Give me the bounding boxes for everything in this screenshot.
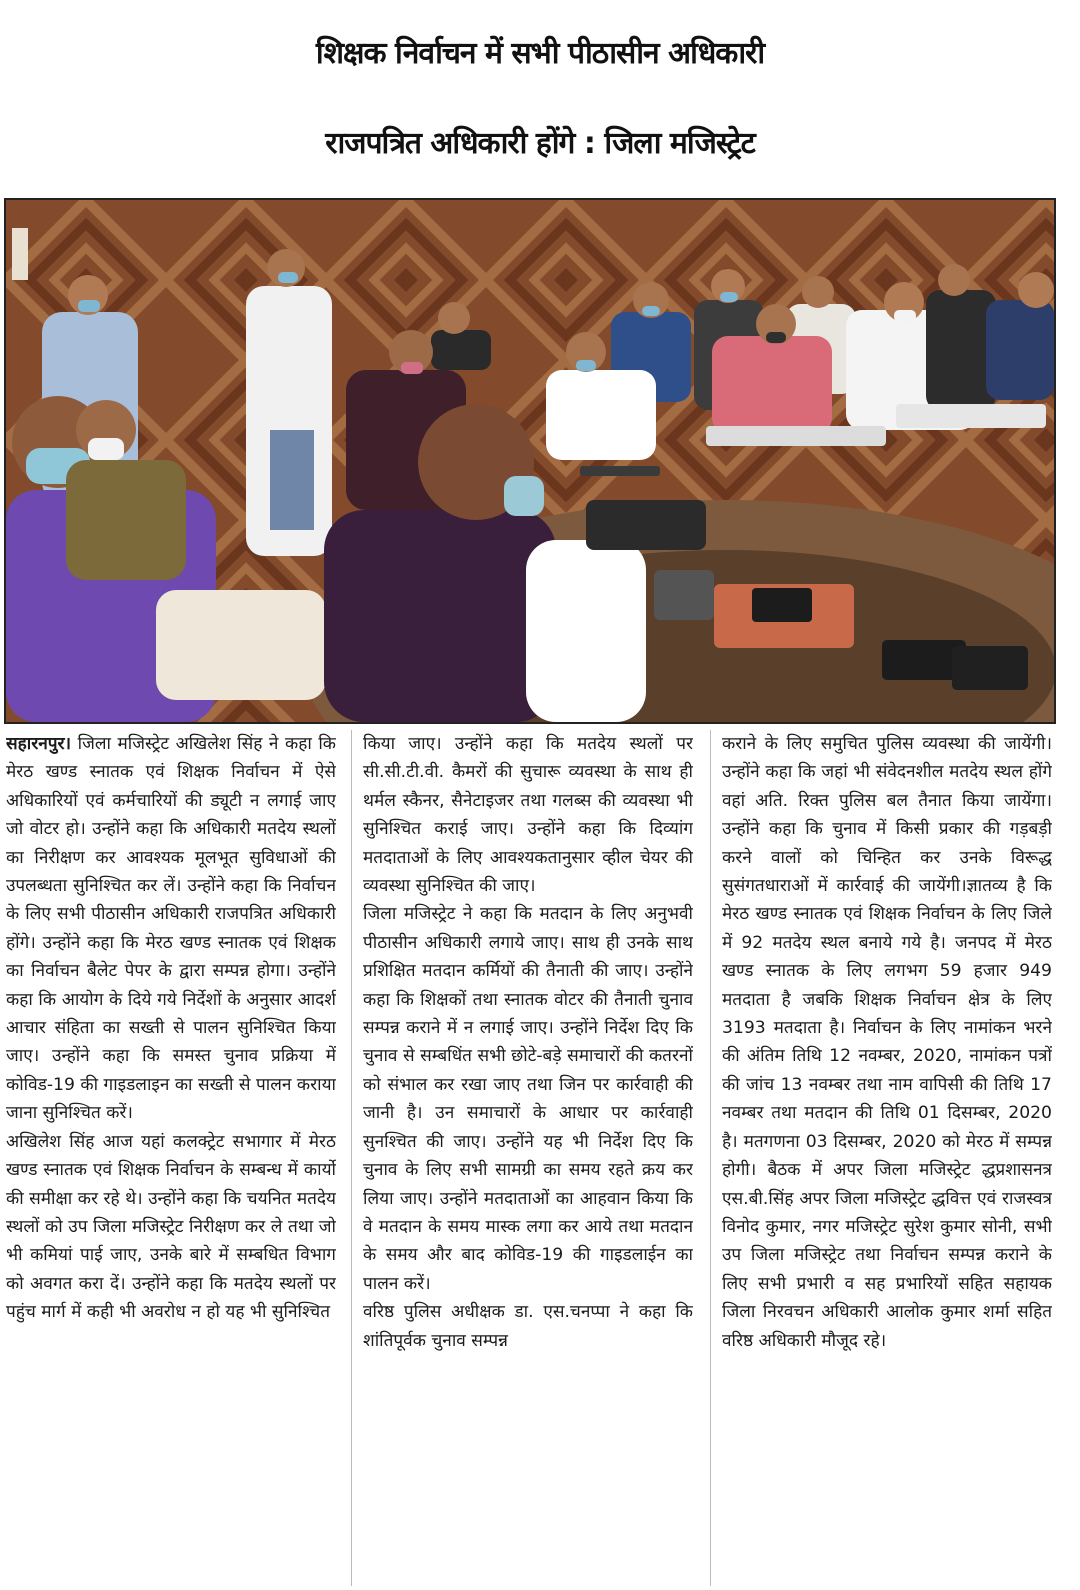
dateline: सहारनपुर। (6, 734, 72, 754)
article-column-3 (722, 730, 1052, 1586)
article-paragraph: अखिलेश सिंह आज यहां कलक्ट्रेट सभागार में मेरठ खण्ड स्नातक एवं शिक्षक निर्वाचन के सम्बन्ध में कार्यो की समीक्षा कर रहे थे। उन्होंने कहा कि चयनित मतदेय स्थलों को उप जिला मजिस्ट्रेट निरीक्षण कर ले तथा जो भी कमियां पाई जाए, उनके बारे में सम्बधित विभाग को अवगत करा दें। उन्होंने कहा कि मतदेय स्थलों पर पहुंच मार्ग में कही भी अवरोध न हो यह भी सुनिश्चित (6, 1131, 336, 1323)
article-paragraph: वरिष्ठ पुलिस अधीक्षक डा. एस.चनप्पा ने कहा कि शांतिपूर्वक चुनाव सम्पन्न (363, 1302, 693, 1351)
article-column-2 (363, 730, 693, 1586)
headline (0, 0, 1080, 196)
article-paragraph: किया जाए। उन्होंने कहा कि मतदेय स्थलों पर सी.सी.टी.वी. कैमरों की सुचारू व्यवस्था के साथ ही थर्मल स्कैनर, सैनेटाइजर तथा गलब्स की व्यवस्था भी सुनिश्चित कराई जाए। उन्होंने कहा कि दिव्यांग मतदाताओं के लिए आवश्यकतानुसार व्हील चेयर की व्यवस्था सुनिश्चित की जाए। (363, 734, 693, 897)
news-photo (4, 198, 1056, 724)
headline-line-2: राजपत्रित अधिकारी होंगे : जिला मजिस्ट्रेट (325, 126, 755, 161)
article-paragraph (6, 730, 336, 1128)
article-text: जिला मजिस्ट्रेट अखिलेश सिंह ने कहा कि मेरठ खण्ड स्नातक एवं शिक्षक निर्वाचन में ऐसे अधिकारियों एवं कर्मचारियों की ड्यूटी न लगाई जाए जो वोटर हो। उन्होंने कहा कि अधिकारी मतदेय स्थलों का निरीक्षण कर आवश्यक मूलभूत सुविधाओं की उपलब्धता सुनिश्चित कर लें। उन्होंने कहा कि निर्वाचन के लिए सभी पीठासीन अधिकारी राजपत्रित अधिकारी होंगे। उन्होंने कहा कि मेरठ खण्ड स्नातक एवं शिक्षक का निर्वाचन बैलेट पेपर के द्वारा सम्पन्न होगा। उन्होंने कहा कि आयोग के दिये गये निर्देशों के अनुसार आदर्श आचार संहिता का सख्ती से पालन सुनिश्चित किया जाए। उन्होंने कहा कि समस्त चुनाव प्रक्रिया में कोविड-19 की गाइडलाइन का सख्ती से पालन कराया जाना सुनिश्चित करें। (6, 734, 336, 1124)
column-rule (351, 730, 352, 1586)
column-rule (710, 730, 711, 1586)
headline-line-1: शिक्षक निर्वाचन में सभी पीठासीन अधिकारी (315, 36, 765, 71)
meeting-room-photo (6, 200, 1054, 722)
article-column-1 (6, 730, 336, 1586)
article-paragraph: जिला मजिस्ट्रेट ने कहा कि मतदान के लिए अनुभवी पीठासीन अधिकारी लगाये जाए। साथ ही उनके साथ प्रशिक्षित मतदान कर्मियों की तैनाती की जाए। उन्होंने कहा कि शिक्षकों तथा स्नातक वोटर की तैनाती चुनाव सम्पन्न कराने में न लगाई जाए। उन्होंने निर्देश दिए कि चुनाव से सम्बधिंत सभी छोटे-बड़े समाचारों की कतरनों को संभाल कर रखा जाए तथा जिन पर कार्रवाही की जानी है। उन समाचारों के आधार पर कार्रवाही सुनश्चित की जाए। उन्होंने यह भी निर्देश दिए कि चुनाव के लिए सभी सामग्री का समय रहते क्रय कर लिया जाए। उन्होंने मतदाताओं का आहवान किया कि वे मतदान के समय मास्क लगा कर आये तथा मतदान के समय और बाद कोविड-19 की गाइडलाईन का पालन करें। (363, 904, 693, 1294)
article-paragraph: कराने के लिए समुचित पुलिस व्यवस्था की जायेंगी। उन्होंने कहा कि जहां भी संवेदनशील मतदेय स्थल होंगे वहां अति. रिक्त पुलिस बल तैनात किया जायेंगा। उन्होंने कहा कि चुनाव में किसी प्रकार की गड़बड़ी करने वालों को चिन्हित कर उनके विरूद्ध सुसंगतधाराओं में कार्रवाई की जायेंगी।ज्ञातव्य है कि मेरठ खण्ड स्नातक एवं शिक्षक निर्वाचन के लिए जिले में 92 मतदेय स्थल बनाये गये है। जनपद में मेरठ खण्ड स्नातक के लिए लगभग 59 हजार 949 मतदाता है जबकि शिक्षक निर्वाचन क्षेत्र के लिए 3193 मतदाता है। निर्वाचन के लिए नामांकन भरने की अंतिम तिथि 12 नवम्बर, 2020, नामांकन पत्रों की जांच 13 नवम्बर तथा नाम वापिसी की तिथि 17 नवम्बर तथा मतदान की तिथि 01 दिसम्बर, 2020 है। मतगणना 03 दिसम्बर, 2020 को मेरठ में सम्पन्न होगी। बैठक में अपर जिला मजिस्ट्रेट द्धप्रशासनत्र एस.बी.सिंह अपर जिला मजिस्ट्रेट द्धवित्त एवं राजस्वत्र विनोद कुमार, नगर मजिस्ट्रेट सुरेश कुमार सोनी, सभी उप जिला मजिस्ट्रेट तथा निर्वाचन सम्पन्न कराने के लिए सभी प्रभारी व सह प्रभारियों सहित सहायक जिला निरवचन अधिकारी आलोक कुमार शर्मा सहित वरिष्ठ अधिकारी मौजूद रहे। (722, 734, 1052, 1351)
